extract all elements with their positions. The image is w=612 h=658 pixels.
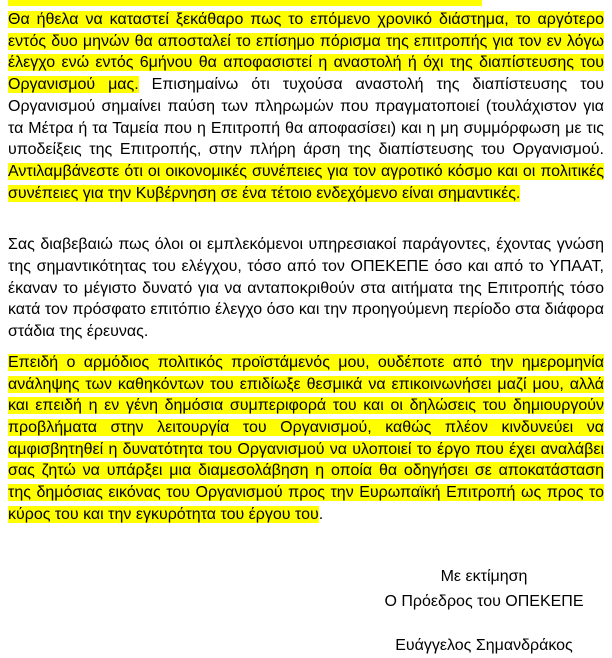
body-text-segment: Σας διαβεβαιώ πως όλοι οι εμπλεκόμενοι υπηρεσιακοί παράγοντες, έχοντας γνώση της σημαντικότητας του ελέγχου, τόσο από τον ΟΠΕΚΕΠΕ όσο και από το ΥΠΑΑΤ, έκαναν το μέγιστο δυνατό για να ανταποκριθούν στα αιτήματα της Επιτροπής τόσο κατά τον πρόσφατο επιτόπιο έλεγχο όσο και την προηγούμενη περίοδο στα διάφορα στάδια της έρευνας. bbox=[8, 236, 604, 341]
paragraph-mediation-request bbox=[8, 352, 604, 526]
highlighted-text-segment: Επειδή ο αρμόδιος πολιτικός προϊστάμενός μου, ουδέποτε από την ημερομηνία ανάληψης των καθηκόντων του επιδίωξε θεσμικά να επικοινωνήσει μαζί μου, αλλά και επειδή η εν γένη δημόσια συμπεριφορά του και οι δηλώσεις του δημιουργούν προβλήματα στην λειτουργία του Οργανισμού, καθώς πλέον κινδυνεύει να αμφισβητηθεί η δυνατότητα του Οργανισμού να υλοποιεί το έργο που έχει αναλάβει σας ζητώ να υπάρξει μια διαμεσολάβηση η οποία θα οδηγήσει σε αποκατάσταση της δημόσιας εικόνας του Οργανισμού προς την Ευρωπαϊκή Επιτροπή ως προς το κύρος του και την εγκυρότητα του έργου του bbox=[8, 353, 604, 523]
cropped-highlighted-line-fragment bbox=[8, 0, 482, 6]
closing-signer-name: Ευάγγελος Σημανδράκος bbox=[395, 637, 573, 655]
paragraph-deadline-and-consequences bbox=[8, 9, 604, 204]
highlighted-text-segment: Αντιλαμβάνεστε ότι οι οικονομικές συνέπειες για τον αγροτικό κόσμο και οι πολιτικές συνέπειες για την Κυβέρνηση σε ένα τέτοιο ενδεχόμενο είναι σημαντικές. bbox=[8, 162, 604, 202]
closing-salutation: Με εκτίμηση bbox=[440, 568, 528, 586]
body-text-segment: . bbox=[318, 505, 324, 523]
highlighted-text-segment: Θα ήθελα να καταστεί ξεκάθαρο πως το επόμενο χρονικό διάστημα, το αργότερο εντός δυο μηνών θα αποσταλεί το επίσημο πόρισμα της επιτροπής για τον εν λόγω έλεγχο ενώ εντός 6μήνου θα αποφασιστεί η αναστολή ή όχι της διαπίστευσης του Οργανισμού μας. bbox=[8, 11, 604, 94]
body-text-segment: Επισημαίνω ότι τυχούσα αναστολή της διαπίστευσης του Οργανισμού σημαίνει παύση των πληρωμών που πραγματοποιεί (τουλάχιστον για τα Μέτρα ή τα Ταμεία που η Επιτροπή θα αποφασίσει) και η μη συμμόρφωση με τις υποδείξεις της Επιτροπής, στην πλήρη άρση της διαπίστευσης του Οργανισμού. bbox=[8, 76, 604, 159]
closing-signer-title: Ο Πρόεδρος του ΟΠΕΚΕΠΕ bbox=[384, 593, 584, 611]
paragraph-assurance bbox=[8, 234, 604, 343]
closing-block bbox=[364, 564, 604, 658]
